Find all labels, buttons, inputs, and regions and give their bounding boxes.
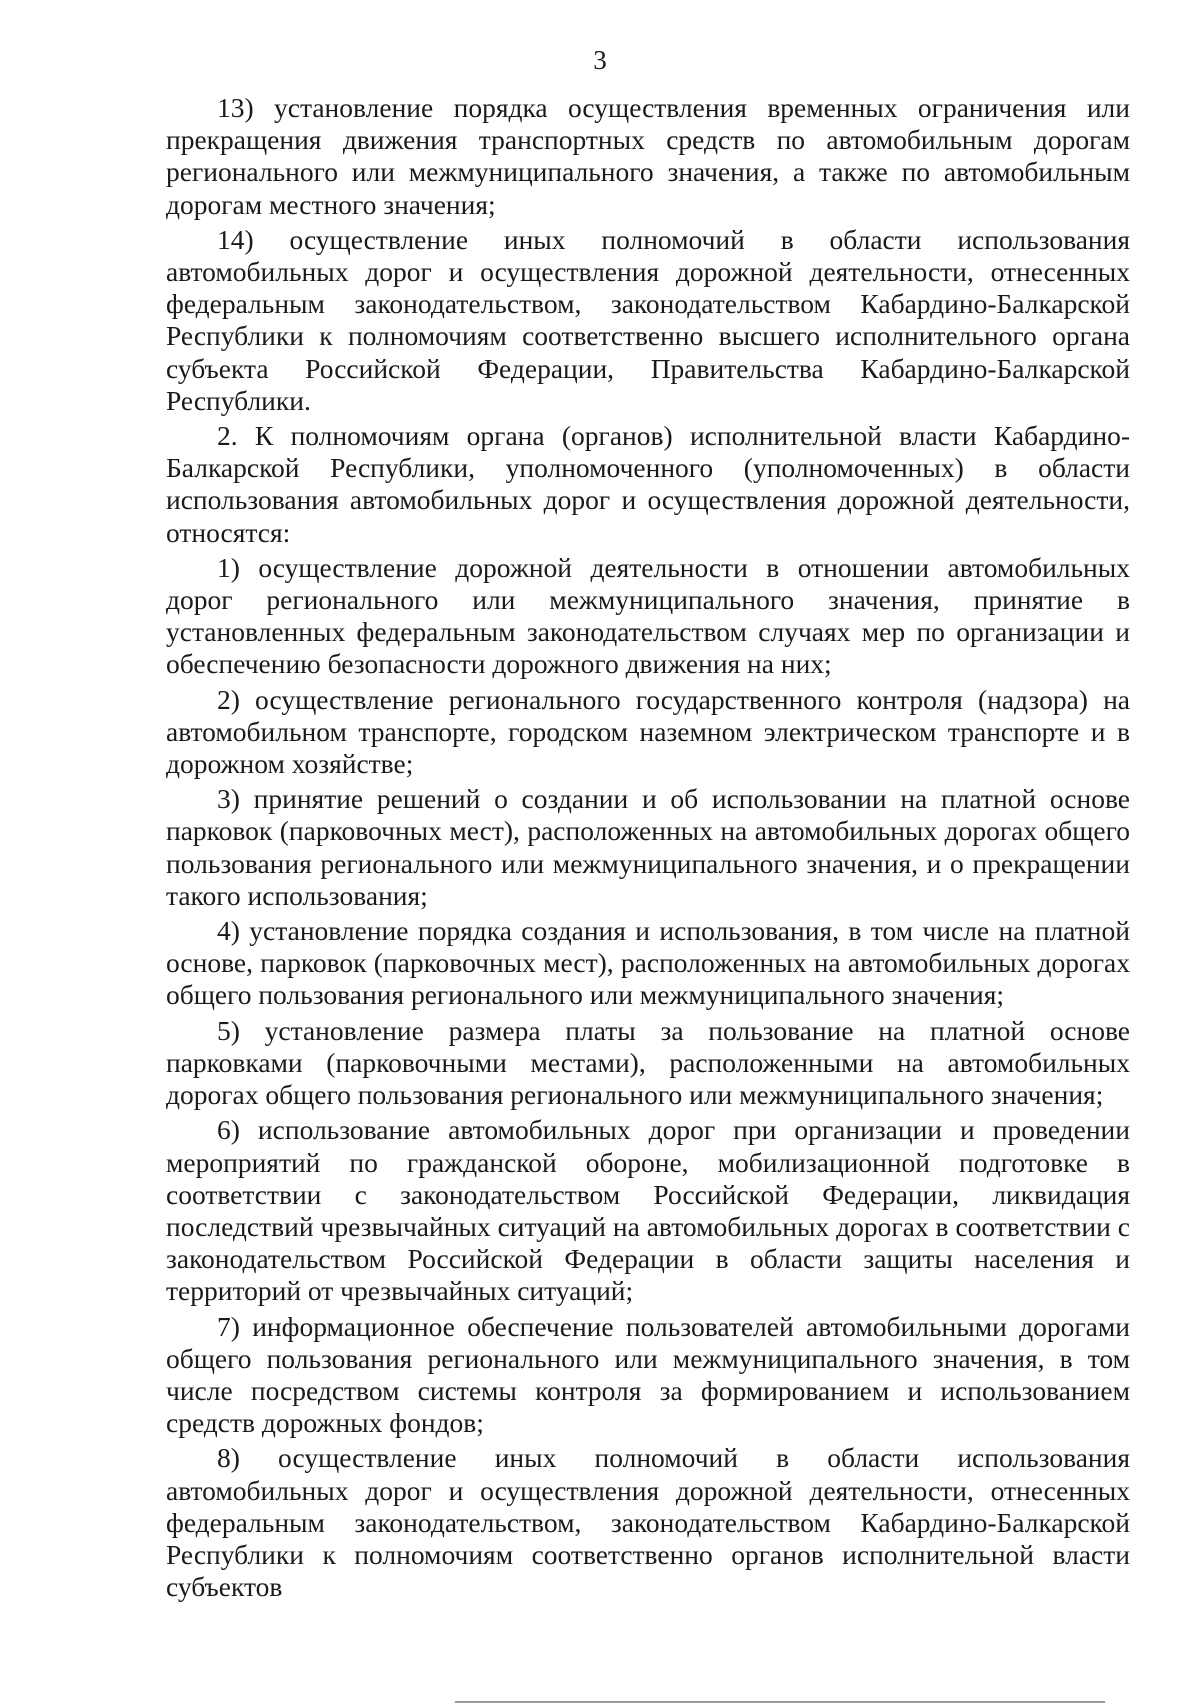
paragraph-item-4: 4) установление порядка создания и использования, в том числе на платной основе, парковок (парковочных мест), расположенных на автомобильных дорогах общего пользования регионального или межмуниципального значения; bbox=[166, 915, 1130, 1011]
paragraph-item-13: 13) установление порядка осуществления временных ограничения или прекращения движения транспортных средств по автомобильным дорогам регионального или межмуниципального значения, а также по автомобильным дорогам местного значения; bbox=[166, 92, 1130, 220]
paragraph-item-8: 8) осуществление иных полномочий в области использования автомобильных дорог и осуществления дорожной деятельности, отнесенных федеральным законодательством, законодательством Кабардино-Балкарской Республики к полномочиям соответственно органов исполнительной власти субъектов bbox=[166, 1442, 1130, 1603]
paragraph-item-3: 3) принятие решений о создании и об использовании на платной основе парковок (парковочных мест), расположенных на автомобильных дорогах общего пользования регионального или межмуниципального значения, и о прекращении такого использования; bbox=[166, 783, 1130, 911]
paragraph-item-2: 2) осуществление регионального государственного контроля (надзора) на автомобильном транспорте, городском наземном электрическом транспорте и в дорожном хозяйстве; bbox=[166, 683, 1130, 780]
paragraph-item-1: 1) осуществление дорожной деятельности в отношении автомобильных дорог регионального или межмуниципального значения, принятие в установленных федеральным законодательством случаях мер по организации и обеспечению безопасности дорожного движения на них; bbox=[166, 551, 1130, 680]
paragraph-item-14: 14) осуществление иных полномочий в области использования автомобильных дорог и осуществления дорожной деятельности, отнесенных федеральным законодательством, законодательством Кабардино-Балкарской Республики к полномочиям соответственно высшего исполнительного органа субъекта Российской Федерации, Правительства Кабардино-Балкарской Республики. bbox=[166, 223, 1130, 416]
paragraph-item-5: 5) установление размера платы за пользование на платной основе парковками (парковочными местами), расположенными на автомобильных дорогах общего пользования регионального или межмуниципального значения; bbox=[166, 1014, 1130, 1111]
paragraph-item-7: 7) информационное обеспечение пользователей автомобильными дорогами общего пользования регионального или межмуниципального значения, в том числе посредством системы контроля за формированием и использованием средств дорожных фондов; bbox=[166, 1310, 1130, 1439]
document-body bbox=[166, 92, 1130, 1606]
paragraph-item-6: 6) использование автомобильных дорог при организации и проведении мероприятий по гражданской обороне, мобилизационной подготовке в соответствии с законодательством Российской Федерации, ликвидация последствий чрезвычайных ситуаций на автомобильных дорогах в соответствии с законодательством Российской Федерации в области защиты населения и территорий от чрезвычайных ситуаций; bbox=[166, 1114, 1130, 1307]
bottom-edge-line bbox=[455, 1701, 1105, 1703]
paragraph-section-2: 2. К полномочиям органа (органов) исполнительной власти Кабардино-Балкарской Республики, уполномоченного (уполномоченных) в области использования автомобильных дорог и осуществления дорожной деятельности, относятся: bbox=[166, 420, 1130, 548]
page-number: 3 bbox=[593, 45, 607, 75]
